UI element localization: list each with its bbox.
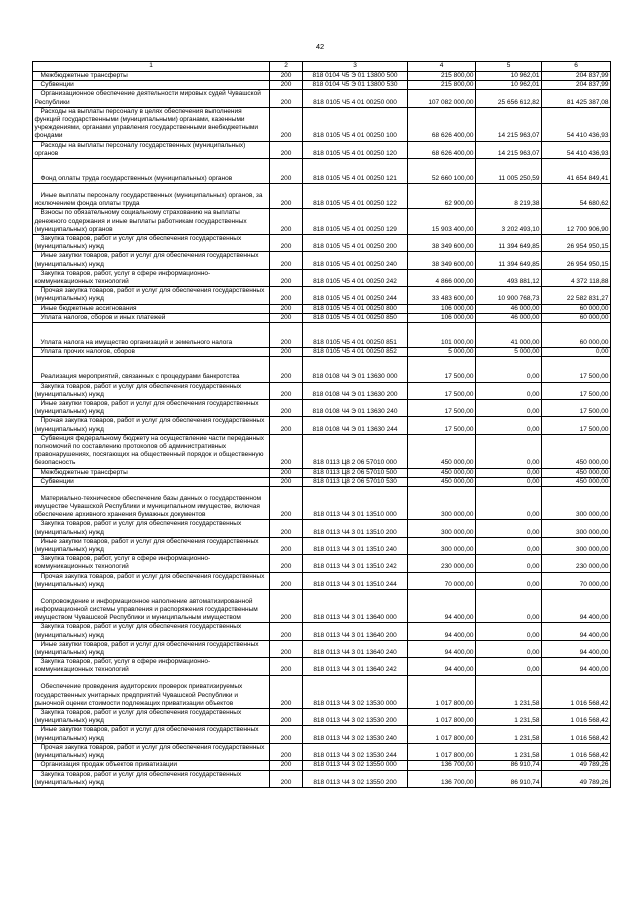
row-rest-cell: 94 400,00 xyxy=(542,640,611,657)
row-code-cell: 200 xyxy=(270,555,303,572)
row-plan-cell: 136 700,00 xyxy=(408,770,476,787)
row-plan-cell: 1 017 800,00 xyxy=(408,675,476,708)
row-code-cell: 200 xyxy=(270,184,303,209)
table-row xyxy=(33,184,611,209)
row-name-cell: Реализация мероприятий, связанных с процедурами банкротства xyxy=(33,357,270,382)
row-plan-cell: 17 500,00 xyxy=(408,417,476,434)
row-kbk-cell: 818 0105 Ч5 4 01 00250 240 xyxy=(303,252,408,269)
table-row xyxy=(33,709,611,726)
row-rest-cell: 450 000,00 xyxy=(542,434,611,468)
row-name-cell: Закупка товаров, работ и услуг для обеспечения государственных (муниципальных) нужд xyxy=(33,709,270,726)
row-kbk-cell: 818 0113 Ч4 3 02 13530 240 xyxy=(303,726,408,743)
row-rest-cell: 0,00 xyxy=(542,348,611,357)
row-name-cell: Уплата налога на имущество организаций и земельного налога xyxy=(33,323,270,348)
row-name-cell: Закупка товаров, работ, услуг в сфере информационно-коммуникационных технологий xyxy=(33,269,270,286)
row-name-cell: Сопровождение и информационное наполнение автоматизированной информационной системы управления и распоряжения государственным имуществом Чувашской Республики и муниципальным имуществом xyxy=(33,590,270,623)
row-plan-cell: 1 017 800,00 xyxy=(408,709,476,726)
row-rest-cell: 450 000,00 xyxy=(542,477,611,486)
row-plan-cell: 106 000,00 xyxy=(408,313,476,322)
row-plan-cell: 52 660 100,00 xyxy=(408,159,476,184)
row-code-cell: 200 xyxy=(270,487,303,520)
row-code-cell: 200 xyxy=(270,743,303,760)
row-name-cell: Организация продаж объектов приватизации xyxy=(33,761,270,770)
row-name-cell: Субвенции xyxy=(33,477,270,486)
table-row xyxy=(33,770,611,787)
row-code-cell: 200 xyxy=(270,572,303,589)
row-plan-cell: 4 866 000,00 xyxy=(408,269,476,286)
row-plan-cell: 33 483 600,00 xyxy=(408,287,476,304)
row-kbk-cell: 818 0105 Ч5 4 01 00250 000 xyxy=(303,90,408,107)
row-kbk-cell: 818 0113 Ч4 3 02 13530 244 xyxy=(303,743,408,760)
column-header: 4 xyxy=(408,62,476,72)
row-fact-cell: 0,00 xyxy=(476,357,542,382)
row-fact-cell: 0,00 xyxy=(476,623,542,640)
row-fact-cell: 11 005 250,59 xyxy=(476,159,542,184)
column-header: 6 xyxy=(542,62,611,72)
row-fact-cell: 0,00 xyxy=(476,555,542,572)
row-kbk-cell: 818 0113 Ц8 2 06 57010 000 xyxy=(303,434,408,468)
table-row xyxy=(33,304,611,313)
row-name-cell: Закупка товаров, работ и услуг для обеспечения государственных (муниципальных) нужд xyxy=(33,770,270,787)
row-rest-cell: 450 000,00 xyxy=(542,468,611,477)
row-name-cell: Иные закупки товаров, работ и услуг для обеспечения государственных (муниципальных) нужд xyxy=(33,400,270,417)
row-kbk-cell: 818 0105 Ч5 4 01 00250 800 xyxy=(303,304,408,313)
table-row xyxy=(33,81,611,90)
budget-execution-table xyxy=(32,61,611,788)
table-row xyxy=(33,555,611,572)
row-fact-cell: 0,00 xyxy=(476,417,542,434)
row-code-cell: 200 xyxy=(270,252,303,269)
column-header: 2 xyxy=(270,62,303,72)
row-name-cell: Закупка товаров, работ и услуг для обеспечения государственных (муниципальных) нужд xyxy=(33,623,270,640)
row-rest-cell: 300 000,00 xyxy=(542,487,611,520)
row-rest-cell: 26 954 950,15 xyxy=(542,235,611,252)
row-plan-cell: 136 700,00 xyxy=(408,761,476,770)
row-name-cell: Материально-техническое обеспечение базы данных о государственном имуществе Чувашской Республики и муниципальном имуществе, включая обеспечение архивного хранения бумажных документов xyxy=(33,487,270,520)
row-code-cell: 200 xyxy=(270,90,303,107)
row-fact-cell: 493 881,12 xyxy=(476,269,542,286)
row-rest-cell: 300 000,00 xyxy=(542,537,611,554)
row-plan-cell: 38 349 600,00 xyxy=(408,235,476,252)
row-fact-cell: 0,00 xyxy=(476,537,542,554)
row-fact-cell: 14 215 963,07 xyxy=(476,141,542,158)
row-code-cell: 200 xyxy=(270,623,303,640)
row-name-cell: Прочая закупка товаров, работ и услуг для обеспечения государственных (муниципальных) нужд xyxy=(33,287,270,304)
row-code-cell: 200 xyxy=(270,81,303,90)
table-row xyxy=(33,590,611,623)
row-name-cell: Закупка товаров, работ, услуг в сфере информационно-коммуникационных технологий xyxy=(33,658,270,675)
row-kbk-cell: 818 0108 Ч4 Э 01 13630 200 xyxy=(303,382,408,399)
row-plan-cell: 94 400,00 xyxy=(408,658,476,675)
table-row xyxy=(33,107,611,141)
row-name-cell: Субвенции xyxy=(33,81,270,90)
row-code-cell: 200 xyxy=(270,107,303,141)
row-rest-cell: 300 000,00 xyxy=(542,520,611,537)
table-row xyxy=(33,313,611,322)
row-fact-cell: 1 231,58 xyxy=(476,675,542,708)
row-fact-cell: 86 910,74 xyxy=(476,761,542,770)
row-kbk-cell: 818 0113 Ч4 3 02 13530 200 xyxy=(303,709,408,726)
row-plan-cell: 1 017 800,00 xyxy=(408,743,476,760)
row-rest-cell: 230 000,00 xyxy=(542,555,611,572)
table-row xyxy=(33,209,611,235)
row-rest-cell: 94 400,00 xyxy=(542,623,611,640)
row-code-cell: 200 xyxy=(270,382,303,399)
row-fact-cell: 41 000,00 xyxy=(476,323,542,348)
row-code-cell: 200 xyxy=(270,658,303,675)
row-fact-cell: 0,00 xyxy=(476,477,542,486)
row-code-cell: 200 xyxy=(270,434,303,468)
row-rest-cell: 1 016 568,42 xyxy=(542,726,611,743)
row-fact-cell: 46 000,00 xyxy=(476,313,542,322)
row-name-cell: Уплата прочих налогов, сборов xyxy=(33,348,270,357)
row-name-cell: Иные бюджетные ассигнования xyxy=(33,304,270,313)
column-header: 1 xyxy=(33,62,270,72)
row-kbk-cell: 818 0108 Ч4 Э 01 13630 244 xyxy=(303,417,408,434)
row-code-cell: 200 xyxy=(270,675,303,708)
row-rest-cell: 204 837,99 xyxy=(542,81,611,90)
row-name-cell: Прочая закупка товаров, работ и услуг для обеспечения государственных (муниципальных) нужд xyxy=(33,572,270,589)
row-rest-cell: 4 372 118,88 xyxy=(542,269,611,286)
row-kbk-cell: 818 0113 Ц8 2 06 57010 500 xyxy=(303,468,408,477)
page-number: 42 xyxy=(315,42,325,51)
row-plan-cell: 70 000,00 xyxy=(408,572,476,589)
table-row xyxy=(33,141,611,158)
row-fact-cell: 1 231,58 xyxy=(476,726,542,743)
row-code-cell: 200 xyxy=(270,537,303,554)
row-plan-cell: 68 626 400,00 xyxy=(408,141,476,158)
row-kbk-cell: 818 0113 Ц8 2 06 57010 530 xyxy=(303,477,408,486)
row-fact-cell: 11 394 649,85 xyxy=(476,252,542,269)
row-code-cell: 200 xyxy=(270,313,303,322)
row-code-cell: 200 xyxy=(270,726,303,743)
row-kbk-cell: 818 0105 Ч5 4 01 00250 100 xyxy=(303,107,408,141)
row-code-cell: 200 xyxy=(270,304,303,313)
row-rest-cell: 81 425 387,08 xyxy=(542,90,611,107)
row-rest-cell: 49 789,26 xyxy=(542,761,611,770)
row-rest-cell: 60 000,00 xyxy=(542,304,611,313)
row-rest-cell: 54 680,62 xyxy=(542,184,611,209)
row-plan-cell: 62 900,00 xyxy=(408,184,476,209)
table-row xyxy=(33,640,611,657)
row-kbk-cell: 818 0113 Ч4 3 02 13550 000 xyxy=(303,761,408,770)
row-name-cell: Организационное обеспечение деятельности мировых судей Чувашской Республики xyxy=(33,90,270,107)
row-code-cell: 200 xyxy=(270,761,303,770)
row-fact-cell: 1 231,58 xyxy=(476,709,542,726)
row-fact-cell: 0,00 xyxy=(476,382,542,399)
row-name-cell: Межбюджетные трансферты xyxy=(33,72,270,81)
row-name-cell: Взносы по обязательному социальному страхованию на выплаты денежного содержания и иные выплаты работникам государственных (муниципальных) органов xyxy=(33,209,270,235)
column-header: 3 xyxy=(303,62,408,72)
row-kbk-cell: 818 0105 Ч5 4 01 00250 122 xyxy=(303,184,408,209)
row-fact-cell: 3 202 493,10 xyxy=(476,209,542,235)
column-number-row xyxy=(33,62,611,72)
row-name-cell: Закупка товаров, работ и услуг для обеспечения государственных (муниципальных) нужд xyxy=(33,520,270,537)
row-rest-cell: 60 000,00 xyxy=(542,323,611,348)
row-code-cell: 200 xyxy=(270,477,303,486)
row-rest-cell: 60 000,00 xyxy=(542,313,611,322)
row-plan-cell: 450 000,00 xyxy=(408,477,476,486)
row-rest-cell: 26 954 950,15 xyxy=(542,252,611,269)
row-fact-cell: 10 900 768,73 xyxy=(476,287,542,304)
row-code-cell: 200 xyxy=(270,468,303,477)
row-plan-cell: 1 017 800,00 xyxy=(408,726,476,743)
row-name-cell: Прочая закупка товаров, работ и услуг для обеспечения государственных (муниципальных) нужд xyxy=(33,417,270,434)
row-fact-cell: 0,00 xyxy=(476,487,542,520)
row-kbk-cell: 818 0113 Ч4 3 02 13530 000 xyxy=(303,675,408,708)
row-fact-cell: 0,00 xyxy=(476,520,542,537)
column-header: 5 xyxy=(476,62,542,72)
row-kbk-cell: 818 0113 Ч4 3 01 13640 000 xyxy=(303,590,408,623)
row-fact-cell: 0,00 xyxy=(476,434,542,468)
row-code-cell: 200 xyxy=(270,348,303,357)
table-row xyxy=(33,382,611,399)
row-kbk-cell: 818 0108 Ч4 Э 01 13630 240 xyxy=(303,400,408,417)
row-name-cell: Фонд оплаты труда государственных (муниципальных) органов xyxy=(33,159,270,184)
row-kbk-cell: 818 0105 Ч5 4 01 00250 121 xyxy=(303,159,408,184)
row-rest-cell: 70 000,00 xyxy=(542,572,611,589)
row-plan-cell: 300 000,00 xyxy=(408,520,476,537)
row-code-cell: 200 xyxy=(270,400,303,417)
table-row xyxy=(33,269,611,286)
row-plan-cell: 107 082 000,00 xyxy=(408,90,476,107)
row-name-cell: Иные закупки товаров, работ и услуг для обеспечения государственных (муниципальных) нужд xyxy=(33,726,270,743)
row-rest-cell: 17 500,00 xyxy=(542,357,611,382)
table-row xyxy=(33,434,611,468)
row-code-cell: 200 xyxy=(270,590,303,623)
row-kbk-cell: 818 0105 Ч5 4 01 00250 244 xyxy=(303,287,408,304)
table-row xyxy=(33,323,611,348)
table-row xyxy=(33,487,611,520)
row-fact-cell: 25 656 612,82 xyxy=(476,90,542,107)
table-row xyxy=(33,235,611,252)
row-name-cell: Прочая закупка товаров, работ и услуг для обеспечения государственных (муниципальных) нужд xyxy=(33,743,270,760)
row-rest-cell: 17 500,00 xyxy=(542,400,611,417)
row-rest-cell: 54 410 436,93 xyxy=(542,107,611,141)
row-rest-cell: 1 016 568,42 xyxy=(542,709,611,726)
row-kbk-cell: 818 0105 Ч5 4 01 00250 129 xyxy=(303,209,408,235)
row-code-cell: 200 xyxy=(270,269,303,286)
row-rest-cell: 204 837,99 xyxy=(542,72,611,81)
row-kbk-cell: 818 0113 Ч4 3 01 13640 242 xyxy=(303,658,408,675)
row-plan-cell: 38 349 600,00 xyxy=(408,252,476,269)
row-plan-cell: 17 500,00 xyxy=(408,382,476,399)
row-kbk-cell: 818 0113 Ч4 3 02 13550 200 xyxy=(303,770,408,787)
row-rest-cell: 12 700 906,90 xyxy=(542,209,611,235)
row-fact-cell: 8 219,38 xyxy=(476,184,542,209)
row-name-cell: Межбюджетные трансферты xyxy=(33,468,270,477)
row-rest-cell: 54 410 436,93 xyxy=(542,141,611,158)
row-name-cell: Субвенция федеральному бюджету на осуществление части переданных полномочий по составлению протоколов об административных правонарушениях, посягающих на общественный порядок и общественную безопасность xyxy=(33,434,270,468)
row-fact-cell: 5 000,00 xyxy=(476,348,542,357)
row-name-cell: Уплата налогов, сборов и иных платежей xyxy=(33,313,270,322)
table-body xyxy=(33,62,611,788)
row-kbk-cell: 818 0105 Ч5 4 01 00250 200 xyxy=(303,235,408,252)
row-fact-cell: 0,00 xyxy=(476,640,542,657)
table-row xyxy=(33,400,611,417)
table-row xyxy=(33,658,611,675)
row-kbk-cell: 818 0105 Ч5 4 01 00250 242 xyxy=(303,269,408,286)
table-row xyxy=(33,537,611,554)
row-code-cell: 200 xyxy=(270,141,303,158)
row-kbk-cell: 818 0105 Ч5 4 01 00250 850 xyxy=(303,313,408,322)
table-row xyxy=(33,726,611,743)
row-code-cell: 200 xyxy=(270,287,303,304)
row-plan-cell: 106 000,00 xyxy=(408,304,476,313)
row-kbk-cell: 818 0113 Ч4 3 01 13510 244 xyxy=(303,572,408,589)
row-rest-cell: 17 500,00 xyxy=(542,417,611,434)
table-row xyxy=(33,90,611,107)
table-row xyxy=(33,477,611,486)
row-fact-cell: 1 231,58 xyxy=(476,743,542,760)
row-fact-cell: 0,00 xyxy=(476,468,542,477)
row-fact-cell: 0,00 xyxy=(476,658,542,675)
row-fact-cell: 10 962,01 xyxy=(476,81,542,90)
row-plan-cell: 450 000,00 xyxy=(408,468,476,477)
row-plan-cell: 300 000,00 xyxy=(408,537,476,554)
row-rest-cell: 17 500,00 xyxy=(542,382,611,399)
row-fact-cell: 0,00 xyxy=(476,590,542,623)
row-code-cell: 200 xyxy=(270,709,303,726)
table-row xyxy=(33,572,611,589)
table-row xyxy=(33,348,611,357)
row-code-cell: 200 xyxy=(270,209,303,235)
row-plan-cell: 17 500,00 xyxy=(408,400,476,417)
row-kbk-cell: 818 0113 Ч4 3 01 13640 240 xyxy=(303,640,408,657)
table-row xyxy=(33,675,611,708)
row-kbk-cell: 818 0113 Ч4 3 01 13510 242 xyxy=(303,555,408,572)
table-row xyxy=(33,623,611,640)
row-code-cell: 200 xyxy=(270,640,303,657)
table-row xyxy=(33,761,611,770)
row-fact-cell: 86 910,74 xyxy=(476,770,542,787)
row-code-cell: 200 xyxy=(270,520,303,537)
row-rest-cell: 22 582 831,27 xyxy=(542,287,611,304)
row-plan-cell: 94 400,00 xyxy=(408,590,476,623)
row-name-cell: Закупка товаров, работ и услуг для обеспечения государственных (муниципальных) нужд xyxy=(33,382,270,399)
row-kbk-cell: 818 0113 Ч4 3 01 13640 200 xyxy=(303,623,408,640)
table-row xyxy=(33,357,611,382)
row-kbk-cell: 818 0104 Ч5 Э 01 13800 530 xyxy=(303,81,408,90)
row-name-cell: Расходы на выплаты персоналу в целях обеспечения выполнения функций государственными (муниципальными) органами, казенными учреждениями, органами управления государственными внебюджетными фондами xyxy=(33,107,270,141)
row-kbk-cell: 818 0108 Ч4 Э 01 13630 000 xyxy=(303,357,408,382)
row-name-cell: Иные закупки товаров, работ и услуг для обеспечения государственных (муниципальных) нужд xyxy=(33,252,270,269)
row-code-cell: 200 xyxy=(270,417,303,434)
row-plan-cell: 215 800,00 xyxy=(408,72,476,81)
row-plan-cell: 94 400,00 xyxy=(408,640,476,657)
row-fact-cell: 0,00 xyxy=(476,572,542,589)
row-fact-cell: 11 394 649,85 xyxy=(476,235,542,252)
row-kbk-cell: 818 0105 Ч5 4 01 00250 852 xyxy=(303,348,408,357)
row-name-cell: Иные закупки товаров, работ и услуг для обеспечения государственных (муниципальных) нужд xyxy=(33,537,270,554)
row-fact-cell: 46 000,00 xyxy=(476,304,542,313)
row-plan-cell: 101 000,00 xyxy=(408,323,476,348)
row-rest-cell: 94 400,00 xyxy=(542,658,611,675)
row-rest-cell: 94 400,00 xyxy=(542,590,611,623)
row-code-cell: 200 xyxy=(270,323,303,348)
table-row xyxy=(33,159,611,184)
row-name-cell: Закупка товаров, работ и услуг для обеспечения государственных (муниципальных) нужд xyxy=(33,235,270,252)
table-row xyxy=(33,72,611,81)
row-plan-cell: 5 000,00 xyxy=(408,348,476,357)
row-kbk-cell: 818 0113 Ч4 3 01 13510 000 xyxy=(303,487,408,520)
row-kbk-cell: 818 0105 Ч5 4 01 00250 851 xyxy=(303,323,408,348)
row-code-cell: 200 xyxy=(270,235,303,252)
table-row xyxy=(33,417,611,434)
row-kbk-cell: 818 0113 Ч4 3 01 13510 240 xyxy=(303,537,408,554)
row-name-cell: Расходы на выплаты персоналу государственных (муниципальных) органов xyxy=(33,141,270,158)
row-plan-cell: 215 800,00 xyxy=(408,81,476,90)
table-row xyxy=(33,468,611,477)
row-fact-cell: 10 962,01 xyxy=(476,72,542,81)
row-kbk-cell: 818 0105 Ч5 4 01 00250 120 xyxy=(303,141,408,158)
row-kbk-cell: 818 0113 Ч4 3 01 13510 200 xyxy=(303,520,408,537)
row-code-cell: 200 xyxy=(270,357,303,382)
row-code-cell: 200 xyxy=(270,72,303,81)
row-name-cell: Иные выплаты персоналу государственных (муниципальных) органов, за исключением фонда оплаты труда xyxy=(33,184,270,209)
row-fact-cell: 0,00 xyxy=(476,400,542,417)
row-name-cell: Обеспечение проведения аудиторских проверок приватизируемых государственных унитарных предприятий Чувашской Республики и рыночной оценки стоимости подлежащих приватизации объектов xyxy=(33,675,270,708)
table-row xyxy=(33,520,611,537)
row-plan-cell: 94 400,00 xyxy=(408,623,476,640)
row-fact-cell: 14 215 963,07 xyxy=(476,107,542,141)
table-row xyxy=(33,743,611,760)
row-rest-cell: 1 016 568,42 xyxy=(542,743,611,760)
table-row xyxy=(33,287,611,304)
row-plan-cell: 300 000,00 xyxy=(408,487,476,520)
row-name-cell: Закупка товаров, работ, услуг в сфере информационно-коммуникационных технологий xyxy=(33,555,270,572)
row-code-cell: 200 xyxy=(270,159,303,184)
row-plan-cell: 450 000,00 xyxy=(408,434,476,468)
row-plan-cell: 68 626 400,00 xyxy=(408,107,476,141)
row-plan-cell: 17 500,00 xyxy=(408,357,476,382)
row-name-cell: Иные закупки товаров, работ и услуг для обеспечения государственных (муниципальных) нужд xyxy=(33,640,270,657)
row-rest-cell: 49 789,26 xyxy=(542,770,611,787)
row-plan-cell: 230 000,00 xyxy=(408,555,476,572)
row-plan-cell: 15 903 400,00 xyxy=(408,209,476,235)
row-rest-cell: 1 016 568,42 xyxy=(542,675,611,708)
row-rest-cell: 41 654 849,41 xyxy=(542,159,611,184)
table-row xyxy=(33,252,611,269)
row-kbk-cell: 818 0104 Ч5 Э 01 13800 500 xyxy=(303,72,408,81)
row-code-cell: 200 xyxy=(270,770,303,787)
